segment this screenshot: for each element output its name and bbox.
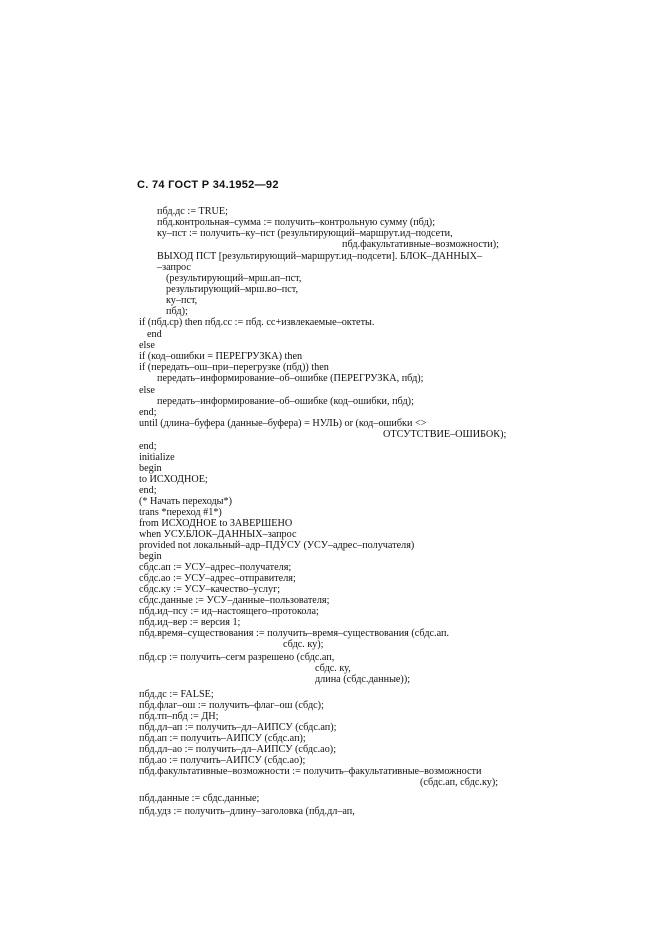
code-line: пбд.ао := получить–АИПСУ (сбдс.ао); (139, 755, 306, 766)
code-line: сбдс.ао := УСУ–адрес–отправителя; (139, 573, 296, 584)
code-line: until (длина–буфера (данные–буфера) = НУЛЬ) or (код–ошибки <> (139, 418, 427, 429)
code-line: сбдс.данные := УСУ–данные–пользователя; (139, 595, 330, 606)
code-line: пбд.время–существования := получить–время–существования (сбдс.ап. (139, 628, 449, 639)
code-line: пбд); (166, 306, 188, 317)
code-line: (результирующий–мрш.ап–пст, (166, 273, 302, 284)
code-line: пбд.факультативные–возможности := получить–факультативные–возможности (139, 766, 482, 777)
code-line: end; (139, 407, 157, 418)
code-line: пбд.факультативные–возможности); (342, 239, 499, 250)
code-line: сбдс.ап := УСУ–адрес–получателя; (139, 562, 292, 573)
code-line: else (139, 340, 155, 351)
code-line: (сбдс.ап, сбдс.ку); (420, 777, 499, 788)
code-line: пбд.флаг–ош := получить–флаг–ош (сбдс); (139, 700, 324, 711)
code-line: from ИСХОДНОЕ to ЗАВЕРШЕНО (139, 518, 293, 529)
code-line: длина (сбдс.данные)); (315, 674, 411, 685)
code-line: передать–информирование–об–ошибке (код–ошибки, пбд); (157, 396, 414, 407)
code-line: сбдс. ку, (315, 663, 351, 674)
code-line: пбд.контрольная–сумма := получить–контрольную сумму (пбд); (157, 217, 436, 228)
code-line: begin (139, 463, 162, 474)
code-line: ку–пст, (166, 295, 198, 306)
code-line: пбд.ап := получить–АИПСУ (сбдс.ап); (139, 733, 306, 744)
code-line: if (пбд.ср) then пбд.сс := пбд. сс+извлекаемые–октеты. (139, 317, 375, 328)
code-line: пбд.данные := сбдс.данные; (139, 793, 260, 804)
code-line: пбд.дс := FALSE; (139, 689, 214, 700)
code-line: ВЫХОД ПСТ [результирующий–маршрут.ид–подсети]. БЛОК–ДАННЫХ– (157, 251, 483, 262)
code-line: to ИСХОДНОЕ; (139, 474, 208, 485)
code-line: результирующий–мрш.во–пст, (166, 284, 299, 295)
code-line: when УСУ.БЛОК–ДАННЫХ–запрос (139, 529, 297, 540)
code-line: сбдс.ку := УСУ–качество–услуг; (139, 584, 281, 595)
code-line: ОТСУТСТВИЕ–ОШИБОК); (383, 429, 507, 440)
code-line: (* Начать переходы*) (139, 496, 233, 507)
code-line: if (код–ошибки = ПЕРЕГРУЗКА) then (139, 351, 303, 362)
code-line: пбд.удз := получить–длину–заголовка (пбд.дл–ап, (139, 806, 355, 817)
code-line: trans *переход #1*) (139, 507, 222, 518)
code-line: end; (139, 485, 157, 496)
code-line: пбд.дл–ао := получить–дл–АИПСУ (сбдс.ао); (139, 744, 337, 755)
code-line: передать–информирование–об–ошибке (ПЕРЕГРУЗКА, пбд); (157, 373, 424, 384)
code-line: –запрос (157, 262, 191, 273)
code-line: if (передать–ош–при–перегрузке (пбд)) then (139, 362, 329, 373)
code-line: begin (139, 551, 162, 562)
code-line: end; (139, 441, 157, 452)
code-line: пбд.дс := TRUE; (157, 206, 228, 217)
code-line: сбдс. ку); (283, 639, 324, 650)
code-line: пбд.ср := получить–сегм разрешено (сбдс.ап, (139, 652, 335, 663)
code-line: ку–пст := получить–ку–пст (результирующий–маршрут.ид–подсети, (157, 228, 453, 239)
code-line: пбд.ид–вер := версия 1; (139, 617, 241, 628)
code-line: else (139, 385, 155, 396)
code-line: end (147, 329, 162, 340)
code-line: пбд.тп–пбд := ДН; (139, 711, 219, 722)
code-line: пбд.дл–ап := получить–дл–АИПСУ (сбдс.ап); (139, 722, 337, 733)
code-line: provided not локальный–адр–ПДУСУ (УСУ–адрес–получателя) (139, 540, 415, 551)
code-line: пбд.ид–псу := ид–настоящего–протокола; (139, 606, 319, 617)
code-line: initialize (139, 452, 175, 463)
page-header: С. 74 ГОСТ Р 34.1952—92 (137, 179, 279, 191)
